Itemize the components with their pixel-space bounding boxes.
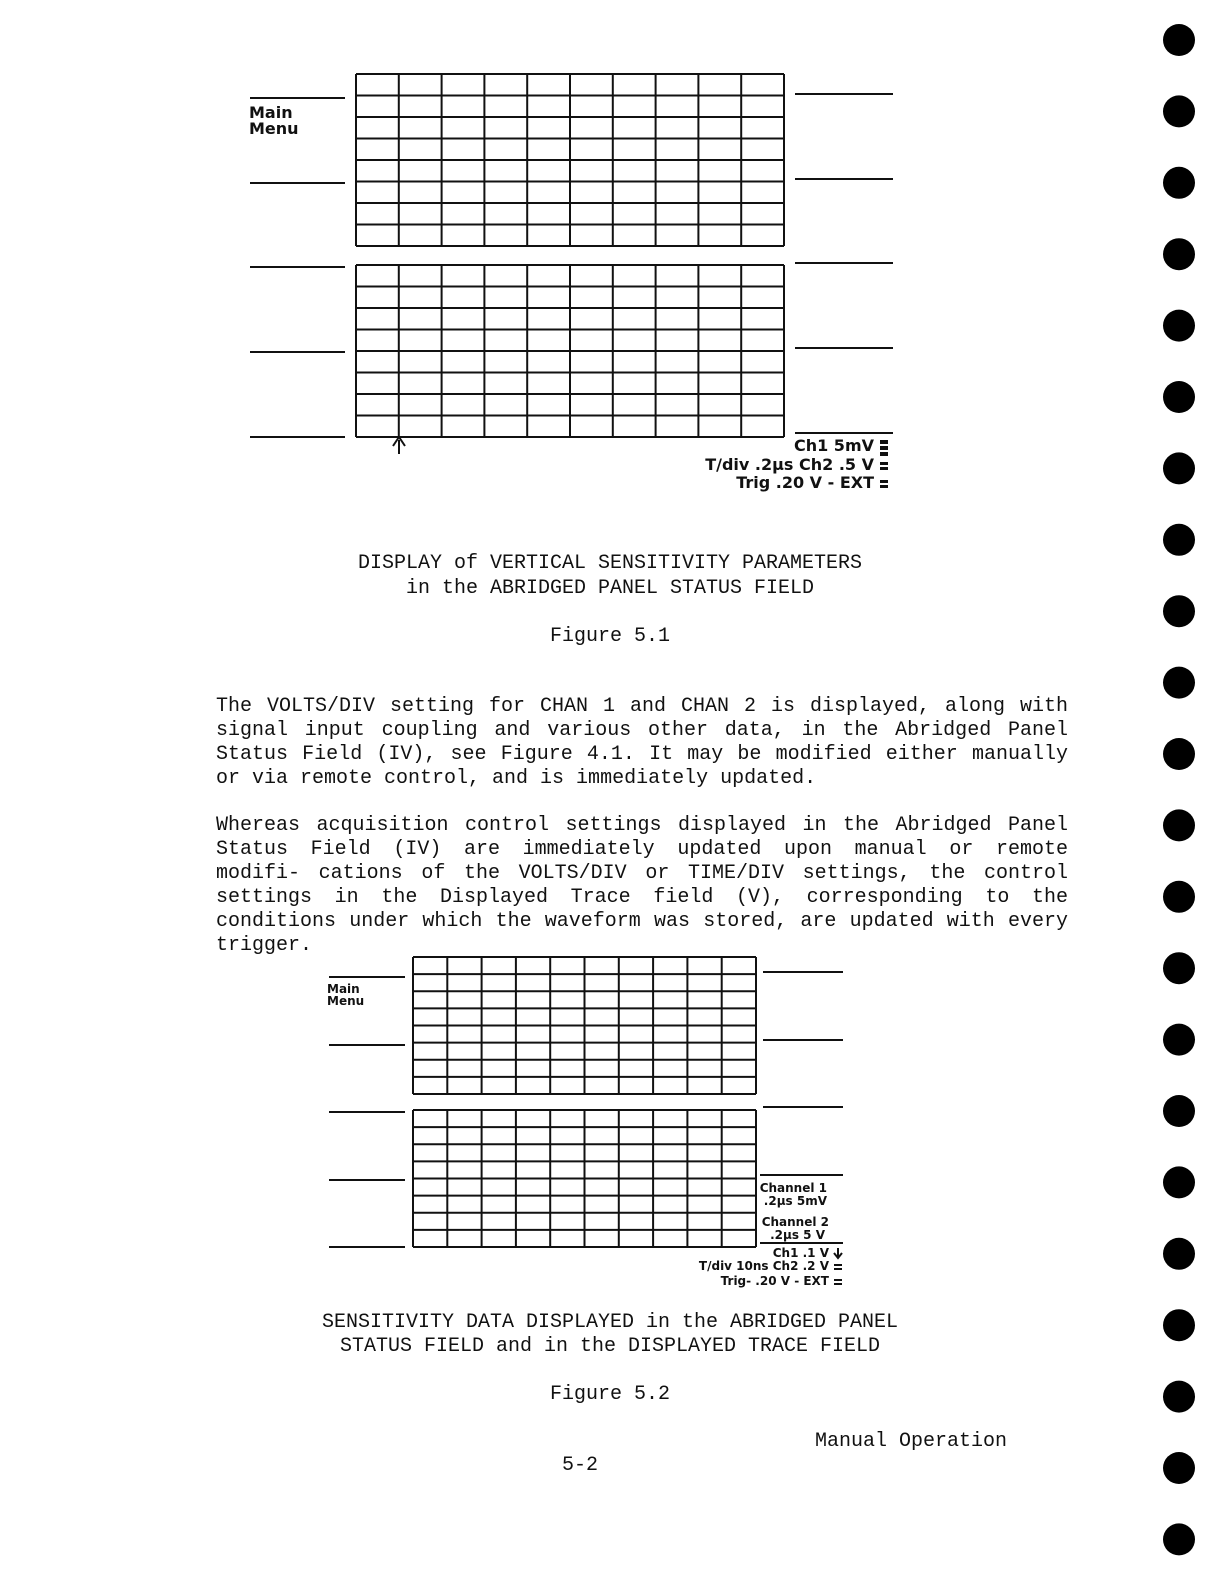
binder-hole [1163, 738, 1195, 770]
figure-5-2-upper-grid [413, 957, 756, 1094]
figure-5-2-diagram [327, 957, 843, 1288]
figure-5-2-trace-values: .2µs 5 V [770, 1228, 825, 1242]
binder-hole [1163, 95, 1195, 127]
coupling-symbol-icon [880, 480, 888, 488]
figure-5-1-menu-label: Menu [249, 119, 299, 138]
figure-5-1-status-line: Ch1 5mV [793, 436, 874, 455]
trigger-position-arrow [393, 437, 405, 454]
figure-5-1-menu-label: Main [249, 103, 293, 122]
figure-5-1-caption-line: in the ABRIDGED PANEL STATUS FIELD [405, 577, 815, 600]
figure-5-2-menu-label: Menu [327, 994, 365, 1008]
coupling-symbol-icon [880, 462, 888, 470]
coupling-symbol-icon [880, 440, 888, 456]
binder-hole [1163, 310, 1195, 342]
figure-5-1-lower-grid [356, 265, 784, 437]
binder-hole [1163, 1238, 1195, 1270]
binder-hole [1163, 167, 1195, 199]
paragraph-text: Whereas acquisition control settings displayed in the Abridged Panel Status Field (IV) are immediately updated upon manual or remote modifi- cations of the VOLTS/DIV or TIME/DIV settings, the control settings in the Displayed Trace field (V), corresponding to the conditions under which the waveform was stored, are updated with every trigger. [216, 814, 1068, 957]
binder-hole [1163, 667, 1195, 699]
figure-5-2-trace-values: .2µs 5mV [763, 1194, 827, 1208]
binder-hole [1163, 238, 1195, 270]
figure-5-1-status-line: T/div .2µs Ch2 .5 V [705, 455, 874, 474]
binder-hole [1163, 1452, 1195, 1484]
coupling-symbol-icon [834, 1248, 842, 1258]
binder-hole [1163, 881, 1195, 913]
coupling-symbol-icon [834, 1279, 842, 1285]
body-paragraph-1 [216, 695, 1068, 791]
figure-5-2-status-line: Trig- .20 V - EXT [720, 1274, 829, 1288]
figure-5-2-status-line: T/div 10ns Ch2 .2 V [698, 1259, 829, 1273]
binder-hole [1163, 524, 1195, 556]
figure-5-2-label: Figure 5.2 [549, 1383, 671, 1406]
figure-5-2-status-line: Ch1 .1 V [772, 1246, 829, 1260]
binder-hole [1163, 809, 1195, 841]
figure-5-1-label: Figure 5.1 [549, 625, 671, 648]
figure-5-1-status-line: Trig .20 V - EXT [736, 473, 874, 492]
figure-5-2-menu-label: Main [327, 982, 360, 996]
figure-5-1-upper-grid [356, 74, 784, 246]
figure-5-2-trace-label: Channel 2 [761, 1215, 829, 1229]
binder-hole [1163, 952, 1195, 984]
figure-5-2-lower-grid [413, 1110, 756, 1247]
figure-5-1-caption-line: DISPLAY of VERTICAL SENSITIVITY PARAMETERS [357, 552, 863, 575]
binder-hole [1163, 381, 1195, 413]
binder-hole [1163, 1523, 1195, 1555]
footer-section-title: Manual Operation [815, 1430, 1008, 1453]
binder-hole [1163, 1024, 1195, 1056]
body-paragraph-2 [216, 814, 1068, 958]
binder-hole [1163, 24, 1195, 56]
figure-5-1-diagram [249, 74, 893, 492]
figure-5-2-caption-line: STATUS FIELD and in the DISPLAYED TRACE FIELD [339, 1335, 881, 1358]
binder-hole [1163, 452, 1195, 484]
paragraph-text: The VOLTS/DIV setting for CHAN 1 and CHAN 2 is displayed, along with signal input coupling and various other data, in the Abridged Panel Status Field (IV), see Figure 4.1. It may be modified either manually or via remote control, and is immediately updated. [216, 695, 1068, 790]
coupling-symbol-icon [834, 1264, 842, 1270]
figure-5-2-trace-label: Channel 1 [759, 1181, 827, 1195]
binder-hole [1163, 1095, 1195, 1127]
page-number: 5-2 [562, 1454, 599, 1477]
binder-hole [1163, 1166, 1195, 1198]
figure-5-2-caption-line: SENSITIVITY DATA DISPLAYED in the ABRIDGED PANEL [321, 1311, 899, 1334]
